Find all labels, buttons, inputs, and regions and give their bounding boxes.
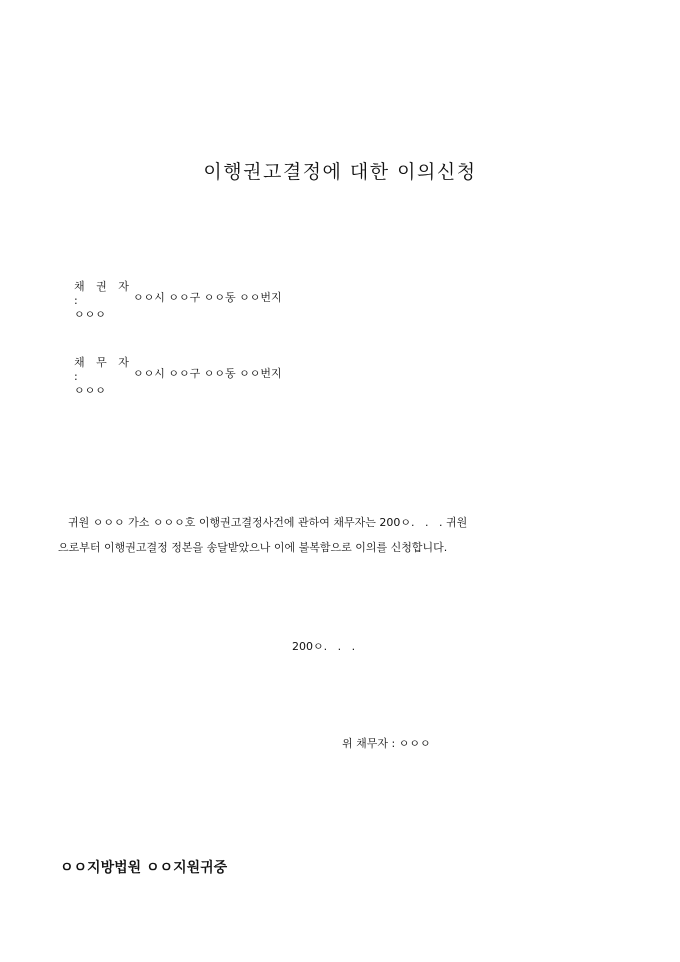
debtor-line [60, 342, 133, 412]
debtor-signature: 위 채무자 : ㅇㅇㅇ [342, 737, 431, 750]
body-line-1: 귀원 ㅇㅇㅇ 가소 ㅇㅇㅇ호 이행권고결정사건에 관하여 채무자는 200ㅇ. . . 귀원 [68, 516, 468, 529]
debtor-label: 채 무 자 [74, 356, 133, 369]
filing-date: 200ㅇ. . . [292, 640, 356, 653]
debtor-separator: : [74, 370, 78, 383]
creditor-label: 채 권 자 [74, 280, 133, 293]
creditor-address: ㅇㅇ시 ㅇㅇ구 ㅇㅇ동 ㅇㅇ번지 [133, 291, 282, 304]
debtor-address: ㅇㅇ시 ㅇㅇ구 ㅇㅇ동 ㅇㅇ번지 [133, 367, 282, 380]
body-line-2: 으로부터 이행권고결정 정본을 송달받았으나 이에 불복함으로 이의를 신청합니다. [58, 541, 448, 554]
creditor-separator: : [74, 294, 78, 307]
court-addressee: ㅇㅇ지방법원 ㅇㅇ지원귀중 [60, 860, 228, 876]
debtor-name: ㅇㅇㅇ [74, 384, 106, 397]
document-title: 이행권고결정에 대한 이의신청 [203, 161, 477, 183]
creditor-name: ㅇㅇㅇ [74, 308, 106, 321]
creditor-line [60, 266, 133, 336]
